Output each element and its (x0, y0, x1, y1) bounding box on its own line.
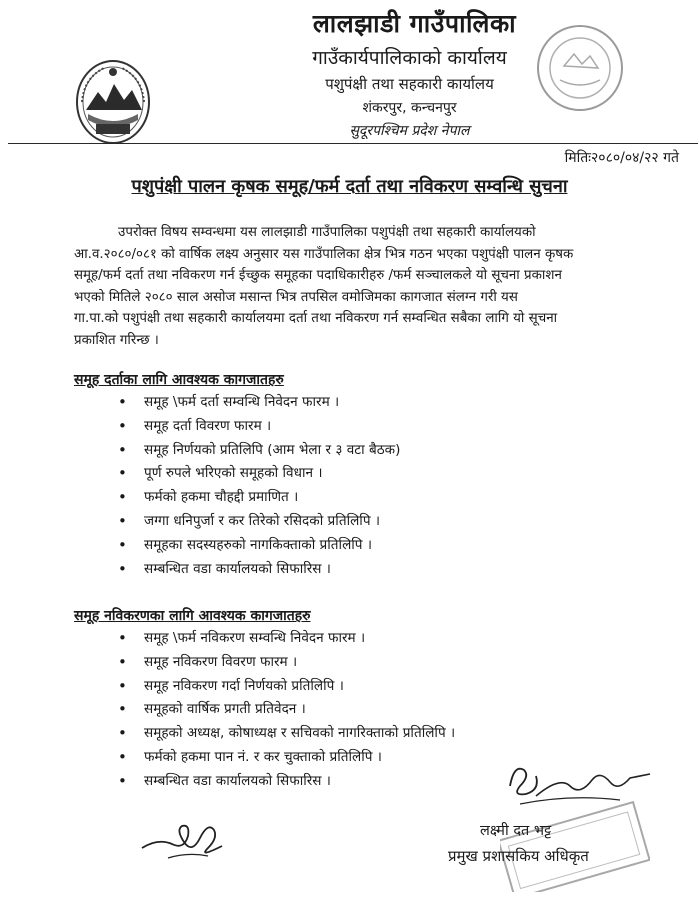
paragraph-line: गा.पा.को पशुपंक्षी तथा सहकारी कार्यालयमा दर्ता तथा नविकरण गर्न सम्वन्धित सबैका लागि यो सूचना (74, 311, 558, 327)
department-name: पशुपंक्षी तथा सहकारी कार्यालय (325, 75, 494, 93)
renewal-docs-heading: समूह नविकरणका लागि आवश्यक कागजातहरु (74, 608, 311, 624)
list-item: • समूहको अध्यक्ष, कोषाध्यक्ष र सचिवको नागरिक्ताको प्रतिलिपि । (118, 722, 455, 746)
list-item: • समूहका सदस्यहरुको नागकिक्ताको प्रतिलिपि । (118, 534, 400, 558)
registration-docs-list (118, 391, 400, 581)
notice-paragraph (74, 222, 674, 352)
province-name: सुदूरपश्चिम प्रदेश नेपाल (349, 123, 470, 139)
signatory-designation: प्रमुख प्रशासकिय अधिकृत (448, 847, 589, 865)
notice-date: मितिः२०८०/०४/२२ गते (564, 150, 679, 166)
office-address: शंकरपुर, कन्चनपुर (362, 100, 457, 116)
list-item: • समूह दर्ता विवरण फारम । (118, 415, 400, 439)
signatory-name: लक्ष्मी दत भट्ट (480, 823, 552, 839)
list-item: • सम्बन्धित वडा कार्यालयको सिफारिस । (118, 770, 455, 794)
list-item: • समूह \फर्म दर्ता सम्वन्धि निवेदन फारम । (118, 391, 400, 415)
paragraph-line: समूह/फर्म दर्ता तथा नविकरण गर्न ईच्छुक समूहका पदाधिकारीहरु /फर्म सञ्चालकले यो सूचना प्रकाशन (74, 268, 562, 284)
paragraph-line: भएको मितिले २०८० साल असोज मसान्त भित्र तपसिल वमोजिमका कागजात संलग्न गरी यस (74, 289, 518, 305)
header-divider (8, 143, 698, 144)
list-item: • समूहको वार्षिक प्रगती प्रतिवेदन । (118, 698, 455, 722)
list-item: • सम्बन्धित वडा कार्यालयको सिफारिस । (118, 558, 400, 582)
list-item: • समूह \फर्म नविकरण सम्वन्धि निवेदन फारम । (118, 627, 455, 651)
paragraph-line: उपरोक्त विषय सम्वन्धमा यस लालझाडी गाउँपालिका पशुपंक्षी तथा सहकारी कार्यालयको (118, 225, 536, 240)
office-name: गाउँकार्यपालिकाको कार्यालय (312, 47, 507, 69)
list-item: • पूर्ण रुपले भरिएको समूहको विधान । (118, 462, 400, 486)
list-item: • फर्मको हकमा चौहद्दी प्रमाणित । (118, 486, 400, 510)
list-item: • फर्मको हकमा पान नं. र कर चुक्ताको प्रतिलिपि । (118, 746, 455, 770)
list-item: • समूह नविकरण गर्दा निर्णयको प्रतिलिपि । (118, 675, 455, 699)
list-item: • समूह निर्णयको प्रतिलिपि (आम भेला र ३ वटा बैठक) (118, 439, 400, 463)
notice-title: पशुपंक्षी पालन कृषक समूह/फर्म दर्ता तथा नविकरण सम्वन्धि सुचना (131, 176, 568, 197)
list-item: • जग्गा धनिपुर्जा र कर तिरेको रसिदको प्रतिलिपि । (118, 510, 400, 534)
registration-docs-heading: समूह दर्ताका लागि आवश्यक कागजातहरु (74, 372, 284, 388)
paragraph-line: आ.व.२०८०/०८१ को वार्षिक लक्ष्य अनुसार यस गाउँपालिका क्षेत्र भित्र गठन भएका पशुपंक्षी पालन कृषक (74, 246, 574, 262)
municipality-name: लालझाडी गाउँपालिका (312, 9, 517, 38)
renewal-docs-list (118, 627, 455, 794)
paragraph-line: प्रकाशित गरिन्छ । (74, 332, 159, 348)
list-item: • समूह नविकरण विवरण फारम । (118, 651, 455, 675)
left-signature-icon (138, 808, 228, 864)
